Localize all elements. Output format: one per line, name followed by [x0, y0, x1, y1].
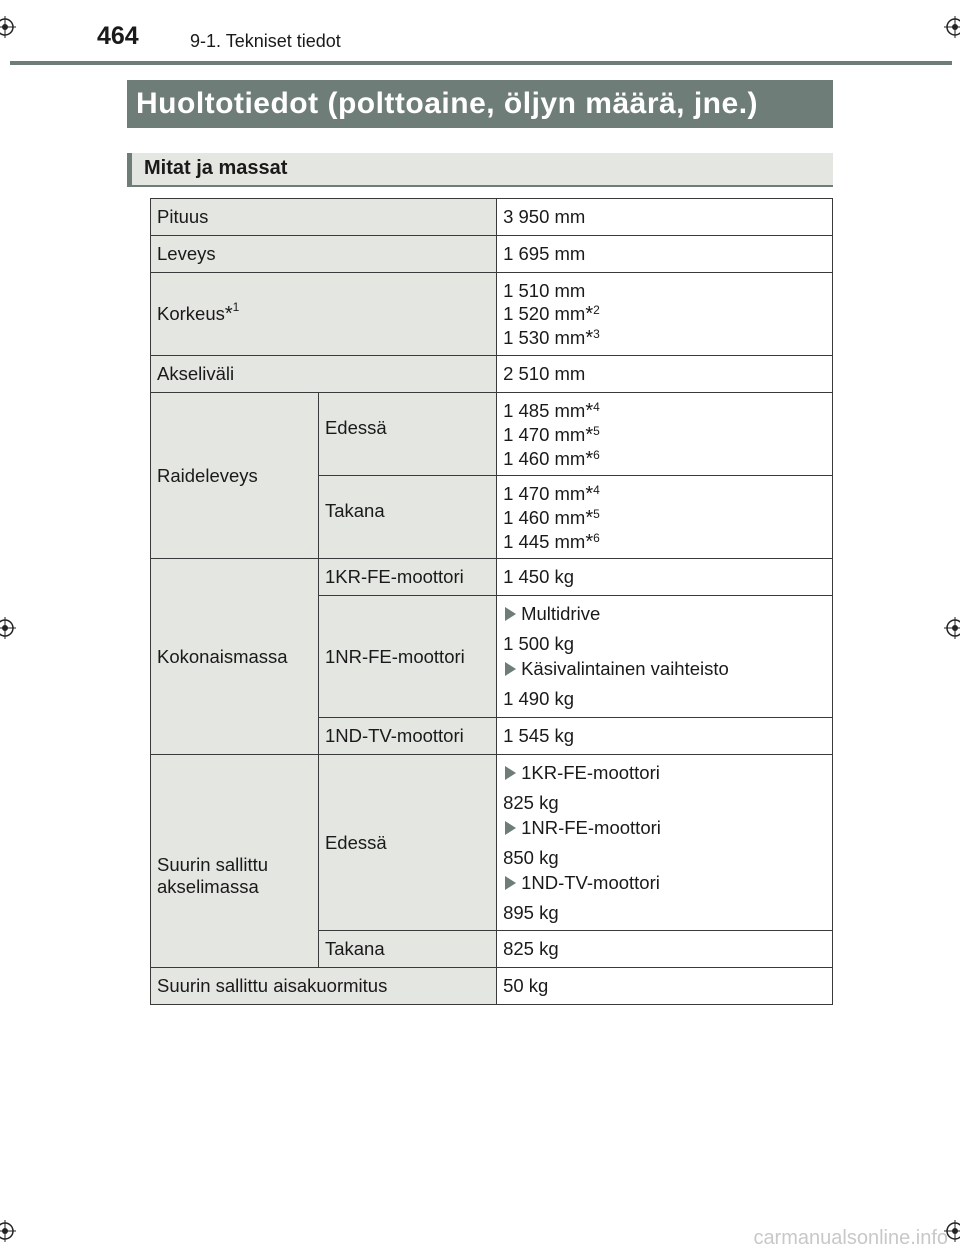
triangle-right-icon — [505, 607, 516, 621]
row-value: 3 950 mm — [497, 199, 833, 236]
sub-label: 1KR-FE-moottori — [318, 559, 496, 596]
row-value: 2 510 mm — [497, 356, 833, 393]
row-label: Pituus — [151, 199, 497, 236]
table-row — [151, 559, 833, 596]
row-label: Akseliväli — [151, 356, 497, 393]
sub-label: Takana — [318, 931, 496, 968]
row-label: Raideleveys — [151, 393, 319, 559]
table-row — [151, 755, 833, 931]
specifications-table — [150, 198, 833, 1005]
row-value: Multidrive 1 500 kg Käsivalintainen vaihteisto 1 490 kg — [497, 596, 833, 718]
table-row — [151, 236, 833, 273]
row-value: 1 510 mm 1 520 mm*$^2$ 1 530 mm*$^3$ — [497, 273, 833, 356]
sub-label: Takana — [318, 476, 496, 559]
crosshair-icon — [944, 16, 960, 38]
triangle-right-icon — [505, 821, 516, 835]
page-title: Huoltotiedot (polttoaine, öljyn määrä, jne.) — [127, 80, 833, 128]
crosshair-icon — [0, 1220, 16, 1242]
row-value: 825 kg — [497, 931, 833, 968]
crosshair-icon — [0, 617, 16, 639]
row-value: 50 kg — [497, 968, 833, 1005]
row-label: Leveys — [151, 236, 497, 273]
row-value: 1 545 kg — [497, 718, 833, 755]
table-row — [151, 199, 833, 236]
table-row — [151, 273, 833, 356]
subsection-heading: Mitat ja massat — [127, 153, 833, 187]
page-number: 464 — [97, 22, 139, 50]
row-value: 1 485 mm*$^4$ 1 470 mm*$^5$ 1 460 mm*$^6$ — [497, 393, 833, 476]
triangle-right-icon — [505, 662, 516, 676]
watermark-link[interactable]: carmanualsonline.info — [753, 1227, 948, 1249]
crosshair-icon — [944, 617, 960, 639]
row-value: 1 470 mm*$^4$ 1 460 mm*$^5$ 1 445 mm*$^6$ — [497, 476, 833, 559]
crosshair-icon — [0, 16, 16, 38]
sub-label: Edessä — [318, 393, 496, 476]
row-label: Kokonaismassa — [151, 559, 319, 755]
sub-label: Edessä — [318, 755, 496, 931]
sub-label: 1ND-TV-moottori — [318, 718, 496, 755]
row-label: Korkeus*$^1$ — [151, 273, 497, 356]
header-divider — [10, 61, 952, 65]
row-label: Suurin sallittu aisakuormitus — [151, 968, 497, 1005]
triangle-right-icon — [505, 876, 516, 890]
row-value: 1KR-FE-moottori 825 kg 1NR-FE-moottori 850 kg 1ND-TV-moottori 895 kg — [497, 755, 833, 931]
table-row — [151, 968, 833, 1005]
section-title: 9-1. Tekniset tiedot — [190, 31, 341, 51]
row-value: 1 450 kg — [497, 559, 833, 596]
row-label: Suurin sallittu akselimassa — [151, 755, 319, 968]
table-row — [151, 393, 833, 476]
triangle-right-icon — [505, 766, 516, 780]
sub-label: 1NR-FE-moottori — [318, 596, 496, 718]
row-value: 1 695 mm — [497, 236, 833, 273]
table-row — [151, 356, 833, 393]
